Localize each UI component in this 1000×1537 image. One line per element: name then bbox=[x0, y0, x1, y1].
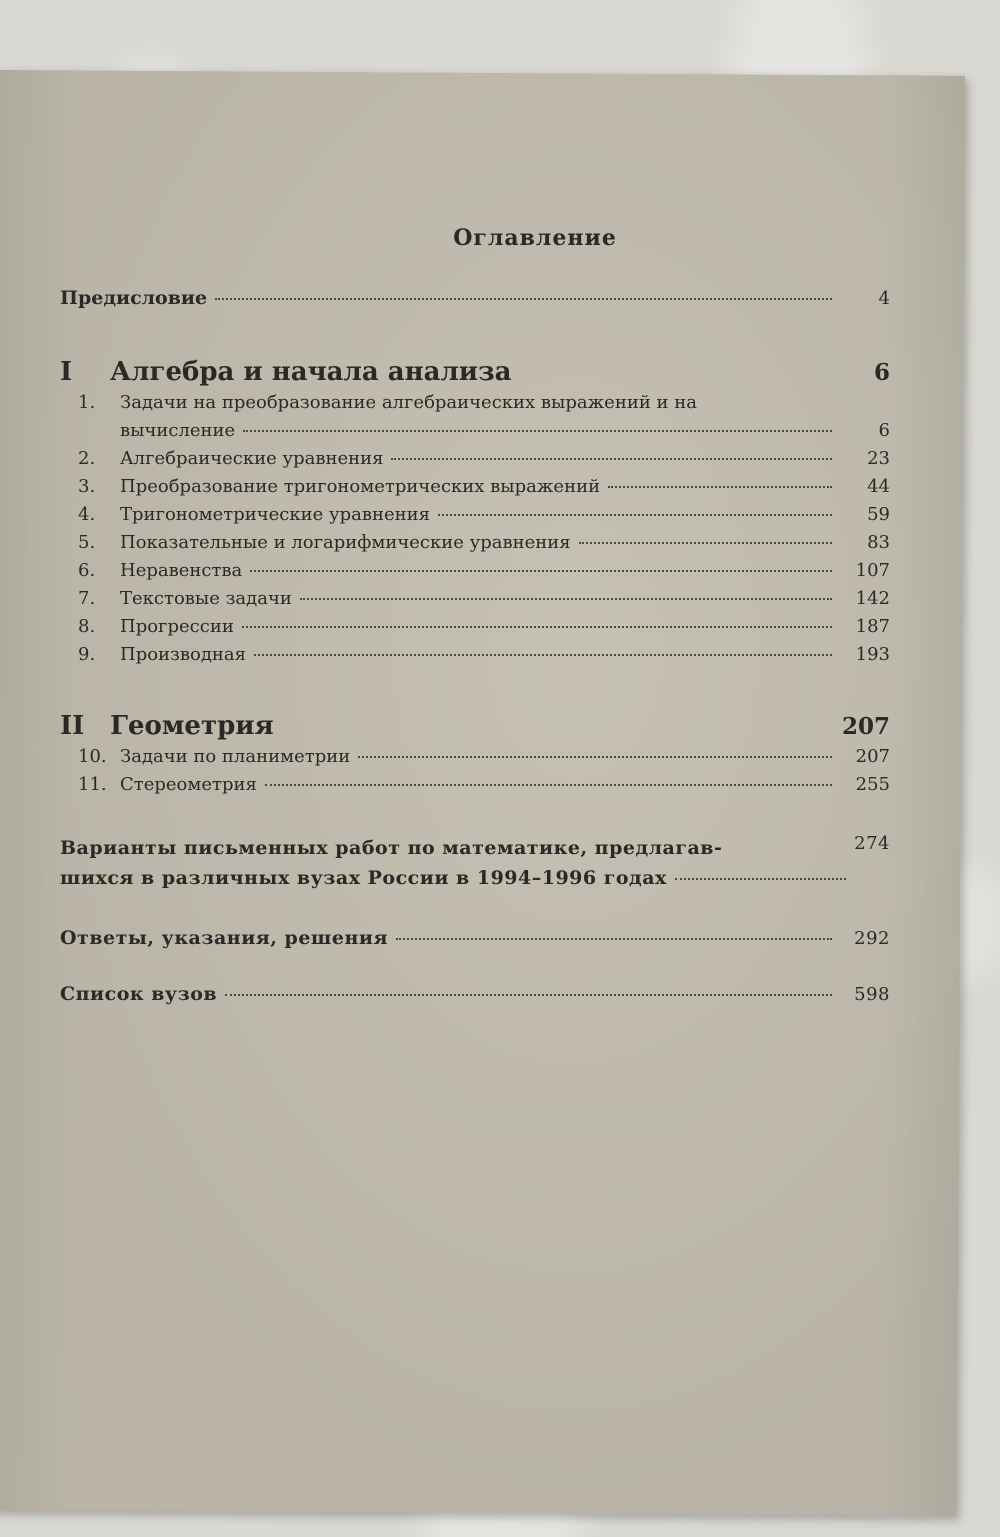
entry-page: 598 bbox=[854, 984, 890, 1005]
part-page: 6 bbox=[873, 359, 890, 386]
chapter-number: 5. bbox=[78, 532, 96, 553]
entry-page: 4 bbox=[878, 288, 890, 309]
entry-page: 292 bbox=[854, 928, 890, 949]
toc-chapter-4 bbox=[60, 501, 890, 529]
toc-chapter-10 bbox=[60, 743, 890, 771]
entry-label-line1: Варианты письменных работ по математике, предлагав- bbox=[60, 837, 723, 859]
toc-chapter-2 bbox=[60, 445, 890, 473]
chapter-page: 6 bbox=[878, 420, 890, 441]
dot-leader bbox=[608, 486, 832, 488]
toc-entry-answers bbox=[60, 927, 890, 949]
dot-leader bbox=[396, 938, 832, 940]
entry-label: Ответы, указания, решения bbox=[60, 927, 388, 949]
part-label: Алгебра и начала анализа bbox=[110, 357, 512, 387]
chapter-label: Прогрессии bbox=[120, 616, 234, 637]
toc-chapter-7 bbox=[60, 585, 890, 613]
chapter-page: 44 bbox=[867, 476, 890, 497]
chapter-page: 255 bbox=[855, 774, 890, 795]
dot-leader bbox=[391, 458, 832, 460]
chapter-label: Преобразование тригонометрических выражений bbox=[120, 476, 601, 497]
part-number: II bbox=[60, 711, 85, 741]
dot-leader bbox=[579, 542, 832, 544]
chapter-label-line1: Задачи на преобразование алгебраических выражений и на bbox=[120, 392, 697, 413]
chapter-page: 59 bbox=[867, 504, 890, 525]
toc-part-1 bbox=[60, 357, 890, 387]
dot-leader bbox=[675, 878, 846, 880]
chapter-page: 207 bbox=[855, 746, 890, 767]
dot-leader bbox=[254, 654, 832, 656]
toc-chapter-1 bbox=[60, 389, 890, 445]
chapter-label-line2: вычисление bbox=[120, 420, 236, 441]
dot-leader bbox=[243, 430, 832, 432]
toc-entry-preface bbox=[60, 287, 890, 309]
chapter-page: 107 bbox=[855, 560, 890, 581]
chapter-page: 193 bbox=[855, 644, 890, 665]
chapter-number: 10. bbox=[78, 746, 107, 767]
dot-leader bbox=[300, 598, 832, 600]
chapter-number: 8. bbox=[78, 616, 96, 637]
toc-entry-university-list bbox=[60, 983, 890, 1005]
chapter-number: 11. bbox=[78, 774, 107, 795]
toc-title: Оглавление bbox=[453, 225, 617, 251]
chapter-label: Стереометрия bbox=[120, 774, 257, 795]
toc-chapter-8 bbox=[60, 613, 890, 641]
chapter-number: 6. bbox=[78, 560, 96, 581]
part-label: Геометрия bbox=[110, 711, 274, 741]
chapter-number: 9. bbox=[78, 644, 96, 665]
dot-leader bbox=[358, 756, 832, 758]
chapter-label: Задачи по планиметрии bbox=[120, 746, 351, 767]
toc-chapter-5 bbox=[60, 529, 890, 557]
chapter-number: 1. bbox=[78, 392, 96, 413]
chapter-label: Текстовые задачи bbox=[120, 588, 292, 609]
chapter-label: Производная bbox=[120, 644, 247, 665]
chapter-number: 2. bbox=[78, 448, 96, 469]
toc-part-2 bbox=[60, 711, 890, 741]
entry-label: Предисловие bbox=[60, 287, 208, 309]
dot-leader bbox=[265, 784, 832, 786]
entry-label: Список вузов bbox=[60, 983, 218, 1005]
chapter-number: 3. bbox=[78, 476, 96, 497]
toc-entry-exam-variants bbox=[60, 833, 890, 893]
chapter-number: 4. bbox=[78, 504, 96, 525]
chapter-label: Алгебраические уравнения bbox=[120, 448, 384, 469]
toc-chapter-6 bbox=[60, 557, 890, 585]
chapter-label: Показательные и логарифмические уравнения bbox=[120, 532, 571, 553]
toc-chapter-9 bbox=[60, 641, 890, 669]
chapter-number: 7. bbox=[78, 588, 96, 609]
chapter-label: Неравенства bbox=[120, 560, 243, 581]
dot-leader bbox=[438, 514, 832, 516]
chapter-label: Тригонометрические уравнения bbox=[120, 504, 430, 525]
dot-leader bbox=[225, 994, 832, 996]
dot-leader bbox=[215, 298, 832, 300]
part-number: I bbox=[60, 357, 73, 387]
chapter-page: 23 bbox=[867, 448, 890, 469]
chapter-page: 187 bbox=[855, 616, 890, 637]
chapter-page: 83 bbox=[867, 532, 890, 553]
part-page: 207 bbox=[841, 713, 890, 740]
toc-chapter-3 bbox=[60, 473, 890, 501]
dot-leader bbox=[250, 570, 832, 572]
dot-leader bbox=[242, 626, 832, 628]
entry-label-line2: шихся в различных вузах России в 1994–1996 годах bbox=[60, 867, 667, 889]
toc-chapter-11 bbox=[60, 771, 890, 799]
chapter-page: 142 bbox=[855, 588, 890, 609]
table-of-contents bbox=[60, 225, 890, 1005]
entry-page: 274 bbox=[854, 833, 890, 854]
